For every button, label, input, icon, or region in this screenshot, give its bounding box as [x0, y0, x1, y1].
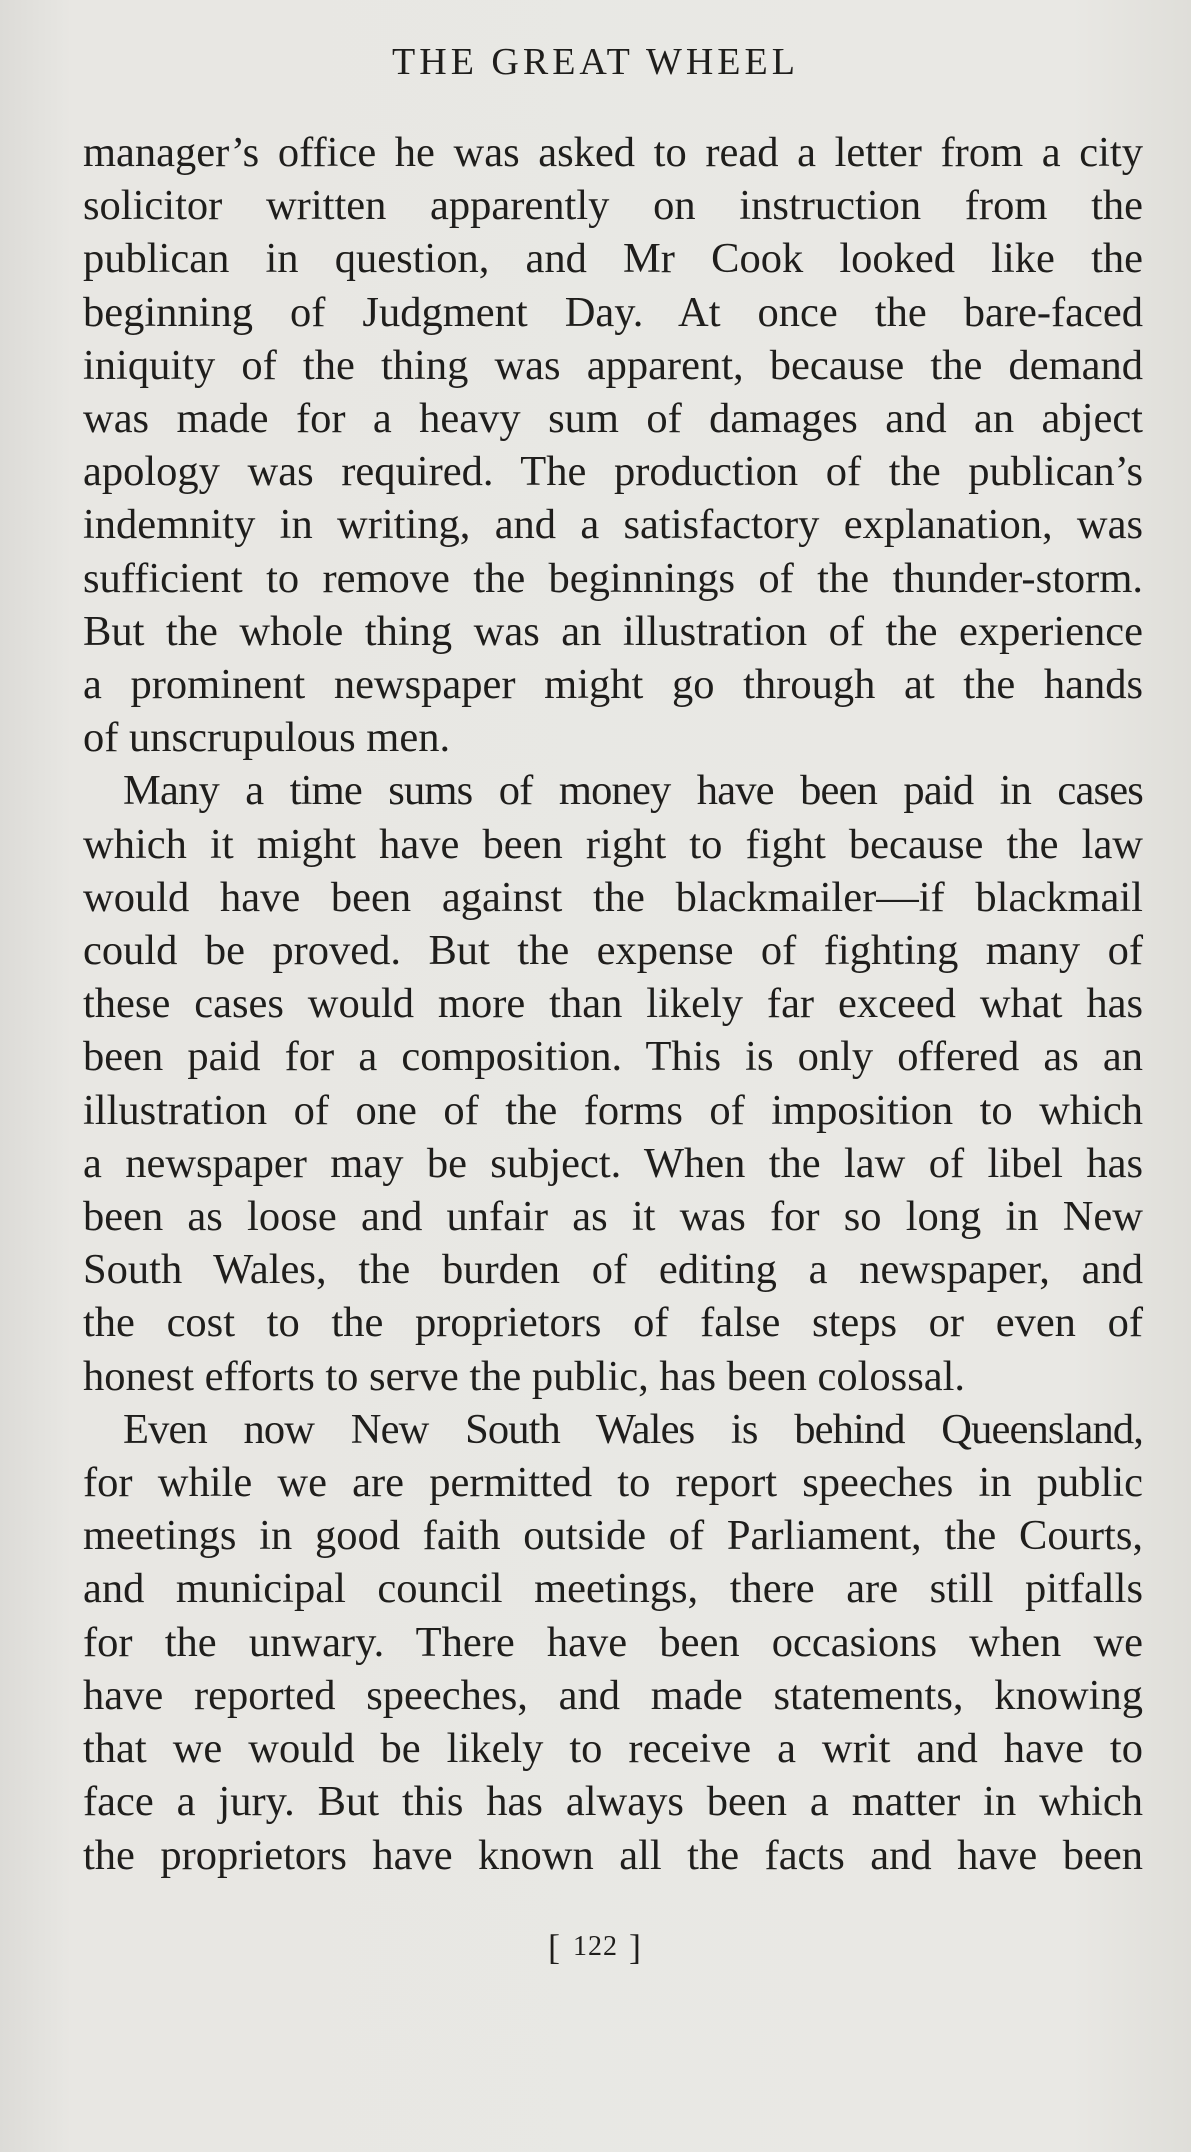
- folio-number: 122: [573, 1931, 618, 1962]
- text-line: would have been against the blackmailer—if blackmail: [83, 873, 1143, 921]
- text-line: been as loose and unfair as it was for so long in New: [83, 1193, 1143, 1241]
- text-line: for while we are permitted to report speeches in public: [83, 1459, 1143, 1507]
- text-line: the proprietors have known all the facts and have been: [83, 1831, 1143, 1879]
- body-text: [83, 126, 1143, 1882]
- text-line: and municipal council meetings, there are still pitfalls: [83, 1565, 1143, 1613]
- text-line: apology was required. The production of the publican’s: [83, 448, 1143, 496]
- text-line: was made for a heavy sum of damages and an abject: [83, 395, 1143, 443]
- text-line: that we would be likely to receive a writ and have to: [83, 1725, 1143, 1773]
- text-line: of unscrupulous men.: [83, 714, 451, 762]
- folio-close-bracket: ]: [629, 1927, 643, 1967]
- paragraph-start: Many a time sums of money have been paid in cases: [123, 767, 1143, 815]
- text-line: been paid for a composition. This is only offered as an: [83, 1033, 1143, 1081]
- text-line: solicitor written apparently on instruction from the: [83, 182, 1143, 230]
- text-line: the cost to the proprietors of false steps or even of: [83, 1299, 1143, 1347]
- page-number: [0, 1926, 1191, 1968]
- text-line: which it might have been right to fight because the law: [83, 820, 1143, 868]
- text-line: could be proved. But the expense of fighting many of: [83, 927, 1143, 975]
- text-line: for the unwary. There have been occasions when we: [83, 1618, 1143, 1666]
- text-line: meetings in good faith outside of Parliament, the Courts,: [83, 1512, 1143, 1560]
- running-head: THE GREAT WHEEL: [392, 41, 799, 83]
- text-line: these cases would more than likely far exceed what has: [83, 980, 1143, 1028]
- text-line: publican in question, and Mr Cook looked like the: [83, 235, 1143, 283]
- text-line: indemnity in writing, and a satisfactory explanation, was: [83, 501, 1143, 549]
- text-line: illustration of one of the forms of imposition to which: [83, 1086, 1143, 1134]
- text-line: a prominent newspaper might go through at the hands: [83, 661, 1143, 709]
- text-line: have reported speeches, and made statements, knowing: [83, 1671, 1143, 1719]
- text-line: sufficient to remove the beginnings of the thunder-storm.: [83, 554, 1143, 602]
- paragraph-start: Even now New South Wales is behind Queensland,: [123, 1405, 1143, 1453]
- text-line: honest efforts to serve the public, has been colossal.: [83, 1352, 966, 1400]
- text-line: manager’s office he was asked to read a letter from a city: [83, 129, 1143, 176]
- text-line: But the whole thing was an illustration of the experience: [83, 607, 1143, 655]
- text-line: South Wales, the burden of editing a newspaper, and: [83, 1246, 1143, 1294]
- text-line: face a jury. But this has always been a matter in which: [83, 1778, 1143, 1826]
- folio-open-bracket: [: [548, 1927, 562, 1967]
- text-line: iniquity of the thing was apparent, because the demand: [83, 341, 1143, 389]
- text-line: a newspaper may be subject. When the law of libel has: [83, 1139, 1143, 1187]
- text-line: beginning of Judgment Day. At once the bare-faced: [83, 288, 1143, 336]
